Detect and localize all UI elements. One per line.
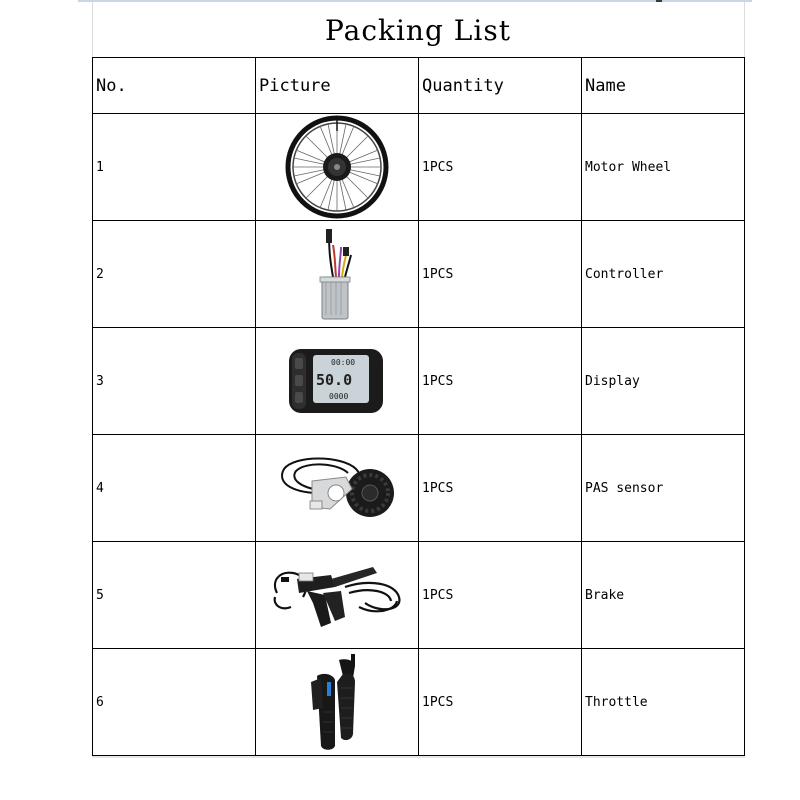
name-cell: Controller xyxy=(582,221,745,328)
table-bottom-shadow xyxy=(92,756,745,758)
name-cell: PAS sensor xyxy=(582,435,745,542)
display-screen-top: 00:00 xyxy=(331,358,356,367)
row-number: 1 xyxy=(93,114,256,221)
table-row xyxy=(93,542,745,649)
quantity-cell: 1PCS xyxy=(419,649,582,756)
display-screen-speed: 50.0 xyxy=(316,371,353,389)
table-row xyxy=(93,114,745,221)
page-title: Packing List xyxy=(325,13,511,47)
packing-list-table xyxy=(92,57,745,756)
table-row xyxy=(93,221,745,328)
motor-wheel-icon xyxy=(282,115,392,219)
picture-cell xyxy=(256,542,419,649)
picture-cell xyxy=(256,221,419,328)
table-row xyxy=(93,649,745,756)
row-number: 4 xyxy=(93,435,256,542)
name-cell: Throttle xyxy=(582,649,745,756)
name-cell: Brake xyxy=(582,542,745,649)
table-row xyxy=(93,328,745,435)
row-number: 3 xyxy=(93,328,256,435)
pas-sensor-icon xyxy=(272,453,402,523)
header-no: No. xyxy=(93,58,256,114)
header-quantity: Quantity xyxy=(419,58,582,114)
name-cell: Display xyxy=(582,328,745,435)
row-number: 5 xyxy=(93,542,256,649)
throttle-icon xyxy=(297,652,377,752)
picture-cell xyxy=(256,114,419,221)
quantity-cell: 1PCS xyxy=(419,435,582,542)
row-number: 6 xyxy=(93,649,256,756)
picture-cell xyxy=(256,328,419,435)
quantity-cell: 1PCS xyxy=(419,221,582,328)
header-picture: Picture xyxy=(256,58,419,114)
display-screen-bottom: 0000 xyxy=(329,392,349,401)
header-name: Name xyxy=(582,58,745,114)
sheet-edge-right xyxy=(744,2,745,58)
brake-icon xyxy=(269,557,405,633)
table-row xyxy=(93,435,745,542)
quantity-cell: 1PCS xyxy=(419,328,582,435)
quantity-cell: 1PCS xyxy=(419,542,582,649)
controller-icon xyxy=(307,225,367,323)
picture-cell xyxy=(256,649,419,756)
display-icon xyxy=(287,346,387,416)
picture-cell xyxy=(256,435,419,542)
name-cell: Motor Wheel xyxy=(582,114,745,221)
quantity-cell: 1PCS xyxy=(419,114,582,221)
table-header-row xyxy=(93,58,745,114)
row-number: 2 xyxy=(93,221,256,328)
